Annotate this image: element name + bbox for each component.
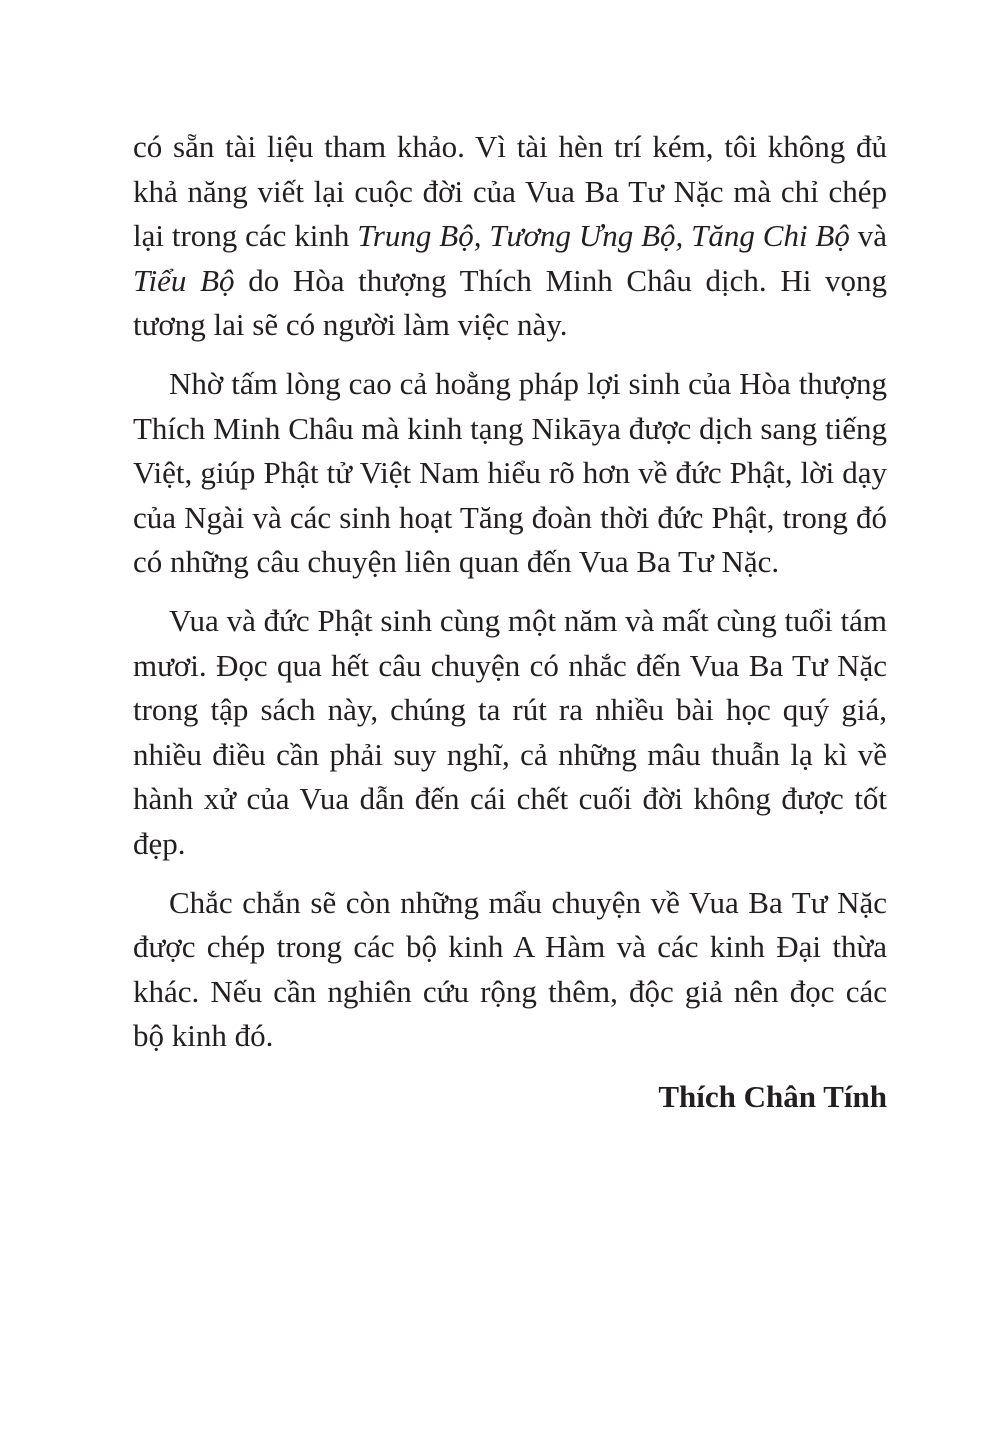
paragraph-4: Chắc chắn sẽ còn những mẩu chuyện về Vua Ba Tư Nặc được chép trong các bộ kinh A Hàm và các kinh Đại thừa khác. Nếu cần nghiên cứu rộng thêm, độc giả nên đọc các bộ kinh đó. (133, 884, 887, 1054)
paragraph-2: Nhờ tấm lòng cao cả hoằng pháp lợi sinh của Hòa thượng Thích Minh Châu mà kinh tạng Nikāya được dịch sang tiếng Việt, giúp Phật tử Việt Nam hiểu rõ hơn về đức Phật, lời dạy của Ngài và các sinh hoạt Tăng đoàn thời đức Phật, trong đó có những câu chuyện liên quan đến Vua Ba Tư Nặc. (133, 365, 887, 580)
paragraph-3: Vua và đức Phật sinh cùng một năm và mất cùng tuổi tám mươi. Đọc qua hết câu chuyện có nhắc đến Vua Ba Tư Nặc trong tập sách này, chúng ta rút ra nhiều bài học quý giá, nhiều điều cần phải suy nghĩ, cả những mâu thuẫn lạ kì về hành xử của Vua dẫn đến cái chết cuối đời không được tốt đẹp. (133, 602, 887, 861)
paragraph-1-text-c: do Hòa thượng Thích Minh Châu dịch. Hi vọng tương lai sẽ có người làm việc này. (133, 262, 887, 343)
paragraph-continuation (133, 125, 887, 348)
sutra-title-group: Trung Bộ, Tương Ưng Bộ, Tăng Chi Bộ (357, 218, 850, 254)
sutra-title-tieu-bo: Tiểu Bộ (133, 262, 235, 298)
author-signature: Thích Chân Tính (658, 1078, 887, 1114)
document-page (133, 125, 887, 1119)
paragraph-1-text-a: có sẵn tài liệu tham khảo. Vì tài hèn trí kém, tôi không đủ khả năng viết lại cuộc đời của Vua Ba Tư Nặc mà chỉ chép lại trong các kinh (133, 129, 887, 254)
paragraph-1-text-b: và (849, 218, 888, 254)
